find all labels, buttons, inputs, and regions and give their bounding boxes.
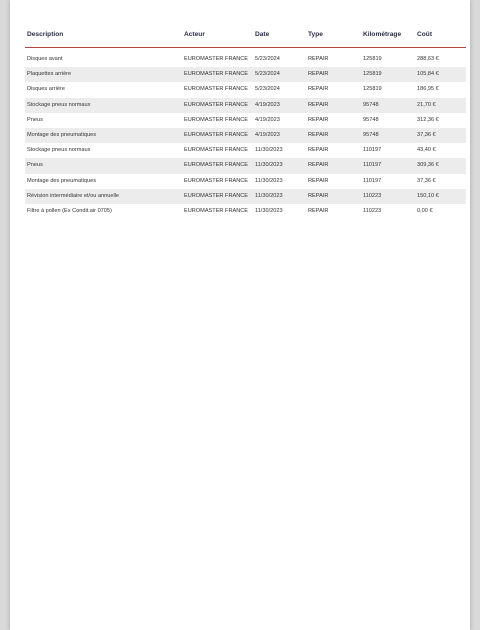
cell-date: 11/30/2023	[255, 177, 283, 184]
cell-type: REPAIR	[308, 86, 329, 93]
table-row	[25, 158, 466, 173]
cell-kilometrage: 125819	[363, 71, 382, 78]
cell-kilometrage: 110223	[363, 192, 382, 199]
cell-type: REPAIR	[308, 162, 329, 169]
cell-description: Disques avant	[27, 56, 63, 62]
cell-date: 5/23/2024	[255, 86, 280, 93]
cell-acteur: EUROMASTER FRANCE	[184, 56, 249, 62]
cell-kilometrage: 110197	[363, 177, 382, 184]
cell-date: 11/30/2023	[255, 147, 283, 154]
cell-description: Stockage pneus normaux	[27, 147, 91, 154]
cell-kilometrage: 125819	[363, 56, 382, 62]
cell-date: 4/19/2023	[255, 131, 280, 138]
cell-acteur: EUROMASTER FRANCE	[184, 162, 249, 169]
document-page	[10, 0, 470, 630]
cell-type: REPAIR	[308, 101, 329, 108]
cell-type: REPAIR	[308, 131, 329, 138]
header-description: Description	[27, 31, 64, 38]
cell-date: 11/30/2023	[255, 207, 283, 214]
header-kilometrage: Kilométrage	[363, 31, 402, 38]
maintenance-table	[25, 29, 466, 219]
header-acteur: Acteur	[184, 31, 205, 38]
cell-date: 4/19/2023	[255, 116, 280, 123]
table-row	[25, 52, 466, 67]
table-row	[25, 67, 466, 82]
cell-type: REPAIR	[308, 71, 329, 78]
cell-kilometrage: 125819	[363, 86, 382, 93]
cell-description: Montage des pneumatiques	[27, 131, 97, 138]
cell-type: REPAIR	[308, 192, 329, 199]
cell-cout: 37,36 €	[417, 177, 436, 184]
cell-acteur: EUROMASTER FRANCE	[184, 71, 249, 78]
cell-cout: 150,10 €	[417, 192, 439, 199]
cell-acteur: EUROMASTER FRANCE	[184, 116, 249, 123]
cell-kilometrage: 110197	[363, 147, 382, 154]
table-row	[25, 204, 466, 219]
cell-type: REPAIR	[308, 207, 329, 214]
cell-kilometrage: 110197	[363, 162, 382, 169]
cell-cout: 312,36 €	[417, 116, 439, 123]
cell-date: 5/23/2024	[255, 56, 280, 62]
cell-description: Filtre à pollen (Ex Condit.air 0705)	[27, 207, 112, 214]
table-row	[25, 98, 466, 113]
cell-description: Disques arrière	[27, 86, 65, 93]
cell-acteur: EUROMASTER FRANCE	[184, 86, 249, 93]
cell-cout: 0,00 €	[417, 207, 433, 214]
cell-type: REPAIR	[308, 147, 329, 154]
cell-acteur: EUROMASTER FRANCE	[184, 131, 249, 138]
cell-cout: 37,36 €	[417, 131, 436, 138]
cell-acteur: EUROMASTER FRANCE	[184, 207, 249, 214]
cell-description: Montage des pneumatiques	[27, 177, 97, 184]
header-cout: Coût	[417, 31, 433, 38]
cell-type: REPAIR	[308, 177, 329, 184]
cell-cout: 309,36 €	[417, 162, 439, 169]
cell-kilometrage: 95748	[363, 116, 379, 123]
table-row	[25, 174, 466, 189]
cell-cout: 288,63 €	[417, 56, 439, 62]
cell-acteur: EUROMASTER FRANCE	[184, 177, 249, 184]
cell-cout: 105,84 €	[417, 71, 439, 78]
cell-date: 11/30/2023	[255, 192, 283, 199]
cell-cout: 21,70 €	[417, 101, 436, 108]
cell-acteur: EUROMASTER FRANCE	[184, 101, 249, 108]
cell-date: 11/30/2023	[255, 162, 283, 169]
cell-type: REPAIR	[308, 116, 329, 123]
cell-date: 4/19/2023	[255, 101, 280, 108]
cell-kilometrage: 110223	[363, 207, 382, 214]
table-header	[25, 29, 466, 48]
table-row	[25, 143, 466, 158]
cell-acteur: EUROMASTER FRANCE	[184, 147, 249, 154]
cell-type: REPAIR	[308, 56, 329, 62]
cell-cout: 43,40 €	[417, 147, 436, 154]
cell-date: 5/23/2024	[255, 71, 280, 78]
cell-acteur: EUROMASTER FRANCE	[184, 192, 249, 199]
cell-description: Stockage pneus normaux	[27, 101, 91, 108]
cell-description: Pneus	[27, 116, 43, 123]
cell-cout: 186,95 €	[417, 86, 439, 93]
table-body	[25, 52, 466, 219]
cell-description: Pneus	[27, 162, 43, 169]
table-row	[25, 128, 466, 143]
table-row	[25, 82, 466, 97]
table-row	[25, 113, 466, 128]
header-date: Date	[255, 31, 270, 38]
cell-kilometrage: 95748	[363, 131, 379, 138]
header-type: Type	[308, 31, 323, 38]
cell-description: Plaquettes arrière	[27, 71, 72, 78]
cell-kilometrage: 95748	[363, 101, 379, 108]
table-row	[25, 189, 466, 204]
cell-description: Révision intermédiaire et/ou annuelle	[27, 192, 120, 199]
